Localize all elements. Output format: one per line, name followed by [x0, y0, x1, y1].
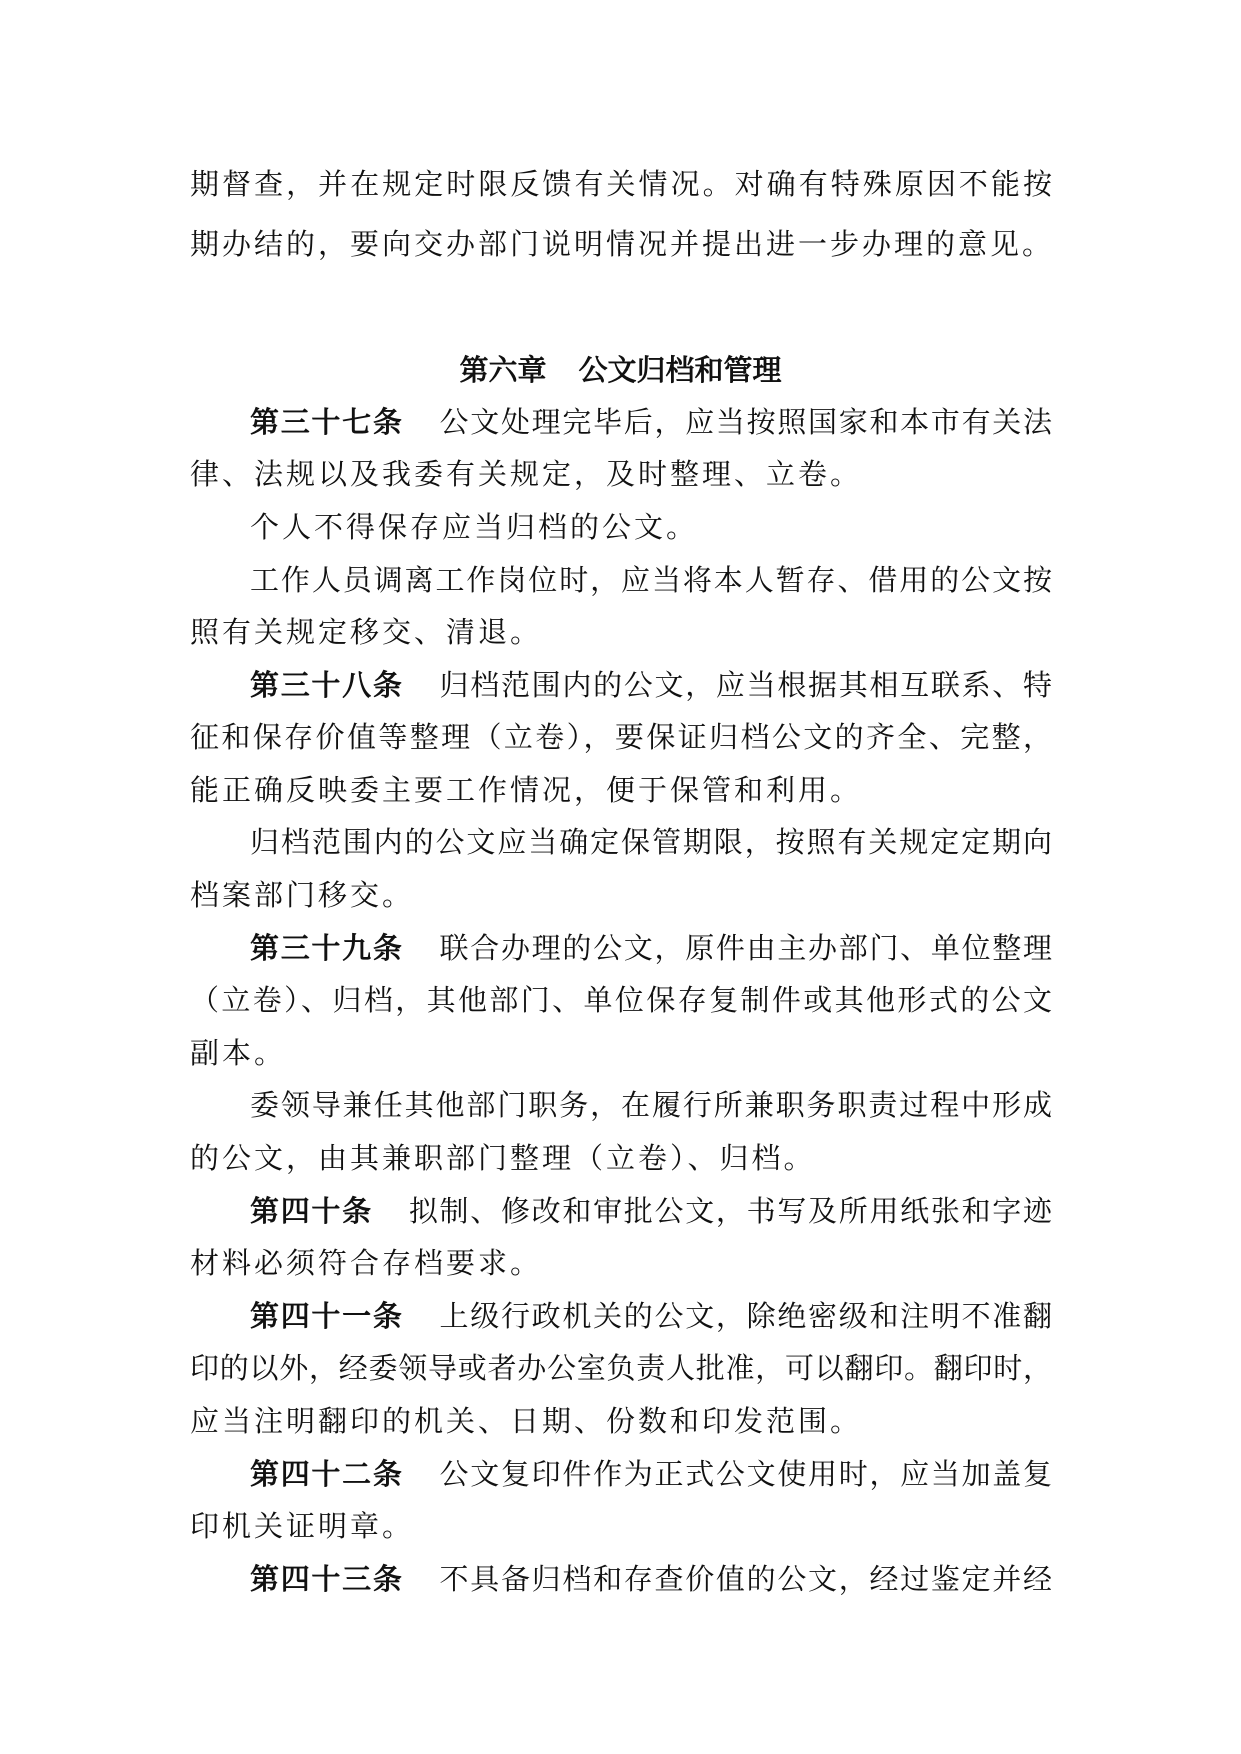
- text-line: 副本。: [190, 1036, 287, 1070]
- text-line: 印机关证明章。: [190, 1509, 415, 1543]
- text-line: 期督查，并在规定时限反馈有关情况。对确有特殊原因不能按: [190, 167, 1052, 201]
- article-number: 第三十九条: [250, 931, 404, 965]
- text-line: 期办结的，要向交办部门说明情况并提出进一步办理的意见。: [190, 227, 1055, 261]
- chapter-number: 第六章: [459, 353, 547, 387]
- text-line: [190, 1561, 1052, 1597]
- text-line: 能正确反映委主要工作情况，便于保管和利用。: [190, 773, 863, 807]
- text-fragment: 上级行政机关的公文，除绝密级和注明不准翻: [439, 1299, 1052, 1333]
- text-line: 个人不得保存应当归档的公文。: [250, 510, 699, 544]
- text-fragment: 拟制、修改和审批公文，书写及所用纸张和字迹: [408, 1194, 1052, 1228]
- text-fragment: 联合办理的公文，原件由主办部门、单位整理: [439, 931, 1052, 965]
- text-line: [190, 1193, 1052, 1229]
- text-line: 材料必须符合存档要求。: [190, 1246, 543, 1280]
- text-fragment: 公文处理完毕后，应当按照国家和本市有关法: [439, 405, 1052, 439]
- article-number: 第四十二条: [250, 1457, 404, 1491]
- text-line: [190, 1298, 1052, 1334]
- text-line: 应当注明翻印的机关、日期、份数和印发范围。: [190, 1404, 863, 1438]
- chapter-title: 公文归档和管理: [578, 353, 782, 387]
- text-line: 档案部门移交。: [190, 878, 415, 912]
- text-line: [190, 1456, 1052, 1492]
- text-line: 征和保存价值等整理（立卷），要保证归档公文的齐全、完整，: [190, 720, 1052, 754]
- article-number: 第三十八条: [250, 668, 404, 702]
- text-line: 委领导兼任其他部门职务，在履行所兼职务职责过程中形成: [250, 1088, 1052, 1122]
- text-fragment: 归档范围内的公文，应当根据其相互联系、特: [439, 668, 1052, 702]
- text-line: [190, 404, 1052, 440]
- text-line: 的公文，由其兼职部门整理（立卷）、归档。: [190, 1141, 816, 1175]
- article-number: 第四十三条: [250, 1562, 404, 1596]
- article-number: 第三十七条: [250, 405, 404, 439]
- text-line: 印的以外，经委领导或者办公室负责人批准，可以翻印。翻印时，: [190, 1351, 1052, 1385]
- text-line: 工作人员调离工作岗位时，应当将本人暂存、借用的公文按: [250, 563, 1052, 597]
- text-line: 归档范围内的公文应当确定保管期限，按照有关规定定期向: [250, 825, 1052, 859]
- text-fragment: 不具备归档和存查价值的公文，经过鉴定并经: [439, 1562, 1052, 1596]
- article-number: 第四十一条: [250, 1299, 404, 1333]
- text-line: 律、法规以及我委有关规定，及时整理、立卷。: [190, 457, 863, 491]
- text-line: [190, 930, 1052, 966]
- text-fragment: 公文复印件作为正式公文使用时，应当加盖复: [439, 1457, 1052, 1491]
- chapter-heading: [0, 352, 1241, 388]
- text-line: [190, 667, 1052, 703]
- text-line: 照有关规定移交、清退。: [190, 615, 543, 649]
- article-number: 第四十条: [250, 1194, 373, 1228]
- text-line: （立卷）、归档，其他部门、单位保存复制件或其他形式的公文: [190, 983, 1052, 1017]
